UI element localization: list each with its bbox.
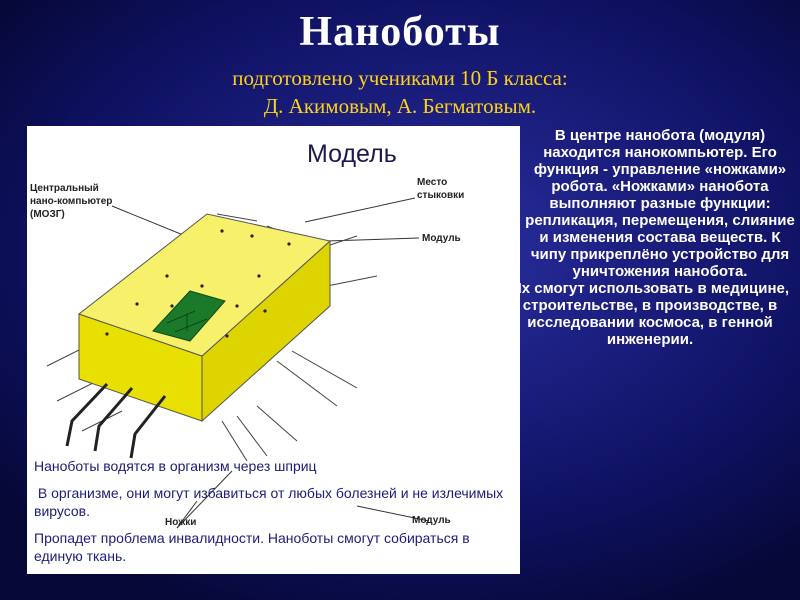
caption-injection: Наноботы водятся в организм через шприц xyxy=(34,458,317,474)
subtitle-authors-line2: Д. Акимовым, А. Бегматовым. xyxy=(263,94,537,118)
slide-title: Наноботы xyxy=(299,9,501,55)
description-uses: Их смогут использовать в медицине, строительстве, в производстве, в исследовании космоса, в генной инженерии. xyxy=(510,280,790,348)
label-legs: Ножки xyxy=(165,517,197,528)
description-block xyxy=(510,127,795,348)
label-docking-place: Место стыковки xyxy=(417,177,465,201)
caption-cure: В организме, они могут избавиться от любых болезней и не излечимых вирусов. xyxy=(34,485,508,519)
description-function: В центре нанобота (модуля) находится нанокомпьютер. Его функция - управление «ножками» робота. «Ножками» нанобота выполняют разные функции: репликация, перемещения, слияние и изменения состава веществ. К чипу прикреплёно устройство для уничтожения нанобота. xyxy=(525,127,795,280)
label-module-bottom: Модуль xyxy=(412,515,451,526)
label-module: Модуль xyxy=(422,233,461,244)
model-heading: Модель xyxy=(307,140,397,168)
subtitle-authors-line1: подготовлено учениками 10 Б класса: xyxy=(232,66,568,90)
caption-disability: Пропадет проблема инвалидности. Наноботы смогут собираться в единую ткань. xyxy=(34,530,470,564)
label-central-computer: Центральный нано-компьютер (МОЗГ) xyxy=(30,183,113,220)
model-panel xyxy=(27,126,520,574)
